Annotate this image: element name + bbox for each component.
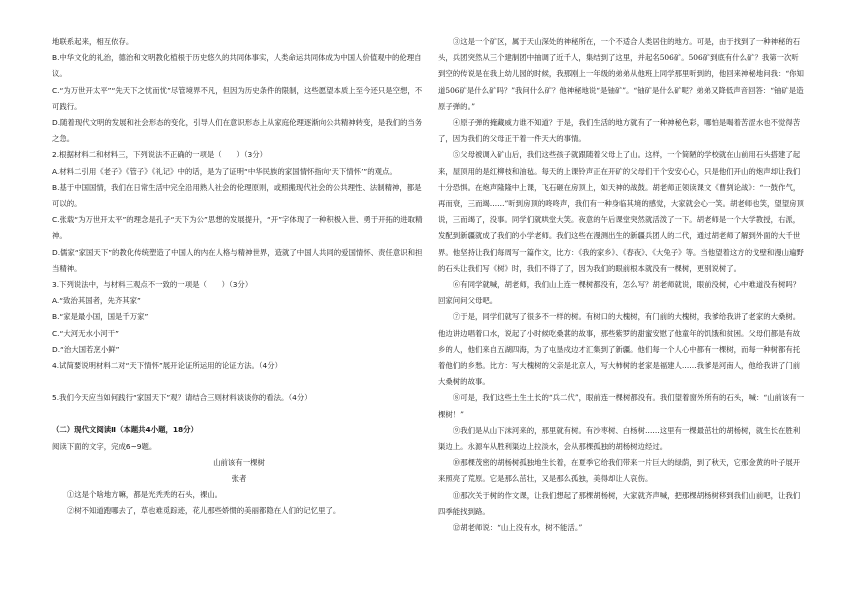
- section-heading: （二）现代文阅读Ⅱ（本题共4小题，18分）: [52, 425, 198, 435]
- q3-option-a: A.“致治其国者，先齐其家”: [52, 296, 141, 306]
- q1-option-d: D.随着现代文明的发展和社会形态的变化，引导人们在意识形态上从家庭伦理逐渐向公共精神转变，是我们的当务之急。: [52, 118, 423, 144]
- story-paragraph-5: ⑤父母被调入矿山后，我们这些孩子就跟随着父母上了山。这样，一个简陋的学校就在山前用石头搭建了起来，屋顶用的是红柳枝和油毡。每天的上课铃声正在开矿的父母们干个安安心心，只是他们开山的炮声却让我们十分恐惧。在炮声隆隆中上课，飞石砸在房顶上，如天神的战鼓。胡老师正领读课文《曹刿论战》：“一鼓作气，再而衰，三而竭……”听到房顶的咚咚声，我们有一种身临其境的感觉，大家就会心一笑。胡老师也笑，望望房顶说，三而竭了，没事。同学们就哄堂大笑。夜意的午后课堂突然就活泼了一下。胡老师是一个大学教授，右派，发配到新疆就成了我们的小学老师。我们这些在漫测出生的新疆兵团人的二代，通过胡老师了解到外面的大千世界。他坚持让我们每周写一篇作文，比方：《我的家乡》、《春夜》、《大兔子》等。当他望着这方的戈壁和漫山遍野的石头让我们写《树》时，我们不得了了，因为我们的眼前根本就没有一棵树，更别说树了。: [438, 150, 804, 273]
- story-paragraph-10: ⑩那棵茂密的胡杨树孤独地生长着，在夏季它给我们带来一片巨大的绿荫，到了秋天，它那金黄的叶子展开来照亮了荒原。它是那么茁壮，又是那么孤独，美得却让人哀伤。: [438, 458, 801, 484]
- q3-option-b: B.“家是最小国，国是千万家”: [52, 312, 149, 322]
- q3-option-d: D.“治大国若烹小鲜”: [52, 344, 120, 354]
- answer-space-q4: [52, 374, 426, 390]
- section-instructions: 阅读下面的文字，完成6~9题。: [52, 441, 157, 451]
- q1-option-b: B.中华文化的礼治，德治和文明教化植根于历史悠久的共同体事实，人类命运共同体成为中国人价值观中的伦理自议。: [52, 53, 422, 79]
- story-author: 张者: [231, 474, 247, 484]
- question-5: 5.我们今天应当如何践行“家国天下”观？请结合三则材料谈谈你的看法。（4分）: [52, 393, 312, 403]
- q2-option-d: D.儒家“家国天下”的教化传统塑造了中国人的内在人格与精神世界，造就了中国人共同的爱国情怀、责任意识和担当精神。: [52, 247, 423, 273]
- q3-option-c: C.“大河无水小河干”: [52, 328, 119, 338]
- q1-option-c: C.“为万世开太平”“先天下之忧而忧”尽管境界不凡，但因为历史条件的限制，这些愿望本质上至今还只是空想，不可践行。: [52, 85, 423, 111]
- right-column: [438, 34, 806, 536]
- story-paragraph-4: ④原子弹的掩藏威力谁不知道？于是，我们生活的地方就有了一种神秘色彩，哪怕是喝着苦涩水也不觉得苦了，因为我们的父母正干着一件天大的事情。: [438, 118, 801, 144]
- story-paragraph-12: ⑫胡老师说：“山上没有水，树不能活。”: [452, 523, 583, 533]
- q2-option-b: B.基于中国国情，我们在日常生活中完全沿用熟人社会的伦理原则，或照搬现代社会的公共理性、法制精神，都是可以的。: [52, 182, 422, 209]
- story-paragraph-9: ⑨我们是从山下沫河来的，那里就有树。有沙枣树、白杨树……这里有一棵最茁壮的胡杨树，就生长在胜利渠边上。永源车从胜利渠边上拉淡水，会从那棵孤独的胡杨树边经过。: [438, 425, 801, 452]
- story-paragraph-11: ⑪那次关于树的作文课，让我们想起了那棵胡杨树，大家就齐声喊，把那棵胡杨树移到我们山前吧，让我们四季能找到路。: [438, 490, 801, 516]
- story-paragraph-8: ⑧可是，我们这些土生土长的“兵二代”，眼前连一棵树都没有。我们望着窗外所有的石头，喊：“山前该有一棵树！”: [438, 393, 805, 419]
- story-title: 山前该有一棵树: [213, 457, 265, 467]
- story-paragraph-2: ②树不知道跑哪去了，草也难觅踪迹，花儿那些娇惯的美丽都隐在人们的记忆里了。: [66, 506, 341, 516]
- story-paragraph-6: ⑥有同学就喊，胡老师，我们山上连一棵树都没有，怎么写？胡老师就说，眼前没树，心中难道没有树吗？回家问问父母吧。: [438, 280, 801, 306]
- question-2-stem: 2.根据材料二和材料三，下列说法不正确的一项是（ ）（3分）: [52, 150, 267, 160]
- question-3-stem: 3.下列说法中，与材料三观点不一致的一项是（ ）（3分）: [52, 280, 253, 290]
- story-paragraph-1: ①这是个啥地方嘛，都是光秃秃的石头，裸山。: [66, 490, 223, 500]
- q2-option-a: A.材料二引用《老子》《管子》《礼记》中的话，是为了证明“中华民族的家国情怀指向‘天下情怀’”的观点。: [52, 166, 397, 176]
- answer-space-q5: [52, 406, 426, 422]
- q2-option-c: C.张载“为万世开太平”的理念是孔子“天下为公”思想的发展提升，“开”字体现了一种积极入世、勇于开拓的进取精神。: [52, 215, 423, 241]
- story-paragraph-7: ⑦于是，同学们就写了很多不一样的树。有树口的大槐树，有门前的大槐树，我爹给我讲了老家的大桑树。他边讲边唱着口水，说起了小时候吃桑葚的故事，那些紫罗的甜蜜安慰了他童年的饥饿和贫困。父母们都是有故乡的人，他们来自五湖四海，为了屯垦戍边才汇集到了新疆。他们每一个人心中都有一棵树，而每一种树都有托着他们的乡愁。比方：写大槐树的父亲是北京人，写大柿树的老家是福建人……我爹是河南人，他给我讲了门前大桑树的故事。: [438, 312, 801, 387]
- story-paragraph-3: ③这是一个矿区，属于天山深处的神秘所在，一个不适合人类居住的地方。可是，由于找到了一种神秘的石头，兵团突然从三个建制团中抽调了近千人，集结到了这里，并起名506矿。506矿到底有什么矿？我第一次听到空的传说是在我上幼儿园的时候，我那刚上一年级的弟弟从他班上同学那里听到的，他回来神秘地问我：“你知道506矿是什么矿吗？”我问什么矿？他神秘地说“是铀矿”。“铀矿是什么矿呢？弟弟又降低声音回答：“铀矿是造原子弹的。”: [438, 37, 804, 111]
- left-column: [52, 34, 426, 520]
- question-4: 4.试简要说明材料二对“天下情怀”展开论证所运用的论证方法。（4分）: [52, 361, 283, 371]
- question-1-tail: 地联系起来，相互依存。: [52, 37, 134, 46]
